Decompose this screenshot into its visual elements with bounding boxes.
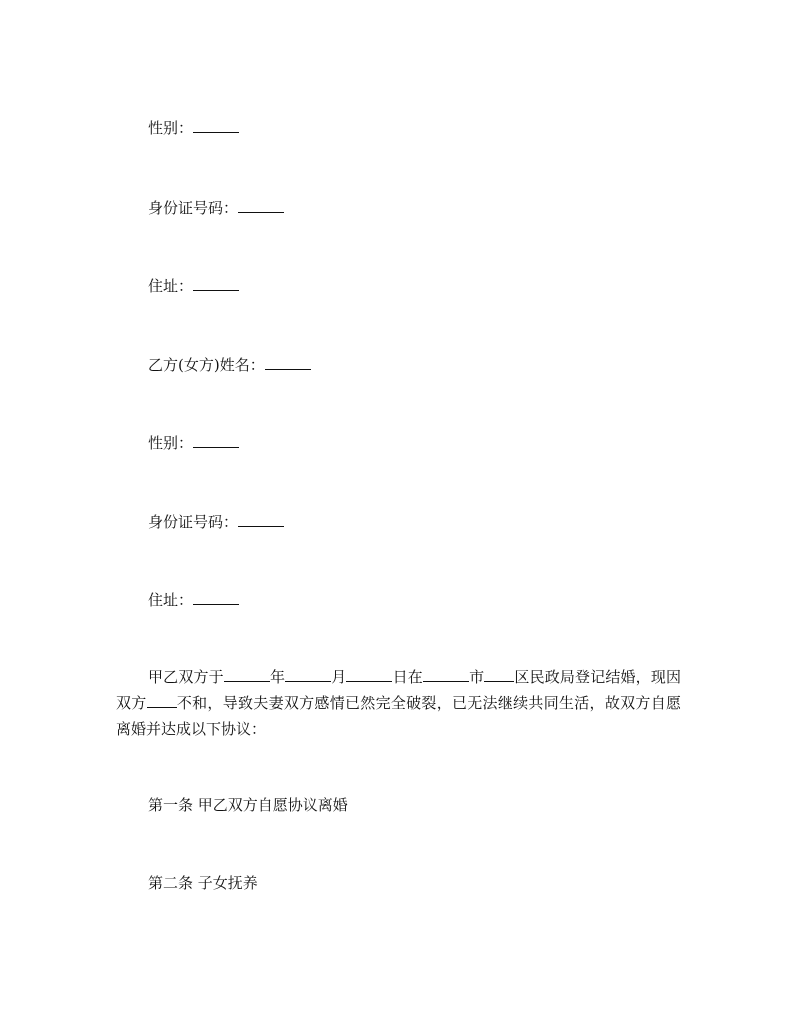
address-blank[interactable] <box>193 276 239 291</box>
city-blank[interactable] <box>423 667 469 682</box>
article-1-title: 第一条 甲乙双方自愿协议离婚 <box>148 796 348 814</box>
party-a-address-line <box>148 276 239 296</box>
intro-paragraph <box>116 664 681 742</box>
id-number-label: 身份证号码： <box>148 199 239 217</box>
gender-blank[interactable] <box>193 433 239 448</box>
name-blank[interactable] <box>265 355 311 370</box>
intro-text: 月 <box>331 668 347 686</box>
gender-blank[interactable] <box>193 118 239 133</box>
intro-text: 日在 <box>392 668 423 686</box>
month-blank[interactable] <box>285 667 331 682</box>
intro-text: 市 <box>468 668 485 686</box>
district-blank[interactable] <box>484 667 514 682</box>
name-label: 乙方(女方)姓名： <box>148 356 265 374</box>
intro-text: 年 <box>269 668 286 686</box>
reason-blank[interactable] <box>147 693 177 708</box>
day-blank[interactable] <box>346 667 392 682</box>
id-number-blank[interactable] <box>238 198 284 213</box>
party-b-gender-line <box>148 433 239 453</box>
gender-label: 性别： <box>148 434 194 452</box>
intro-text: 甲乙双方于 <box>148 668 224 686</box>
party-b-id-line <box>148 512 284 532</box>
address-label: 住址： <box>148 591 194 609</box>
party-a-gender-line <box>148 118 239 138</box>
address-blank[interactable] <box>193 590 239 605</box>
article-2-title: 第二条 子女抚养 <box>148 874 258 892</box>
address-label: 住址： <box>148 277 194 295</box>
id-number-blank[interactable] <box>238 512 284 527</box>
intro-text: 不和，导致夫妻双方感情已然完全破裂，已无法继续共同生活，故双方自愿离婚并达成以下协议： <box>116 694 681 738</box>
party-b-name-line <box>148 355 311 375</box>
intro-text: 区民政局登记结婚，现因双方 <box>116 668 681 712</box>
party-a-id-line <box>148 198 284 218</box>
party-b-address-line <box>148 590 239 610</box>
year-blank[interactable] <box>224 667 270 682</box>
gender-label: 性别： <box>148 119 194 137</box>
id-number-label: 身份证号码： <box>148 513 239 531</box>
